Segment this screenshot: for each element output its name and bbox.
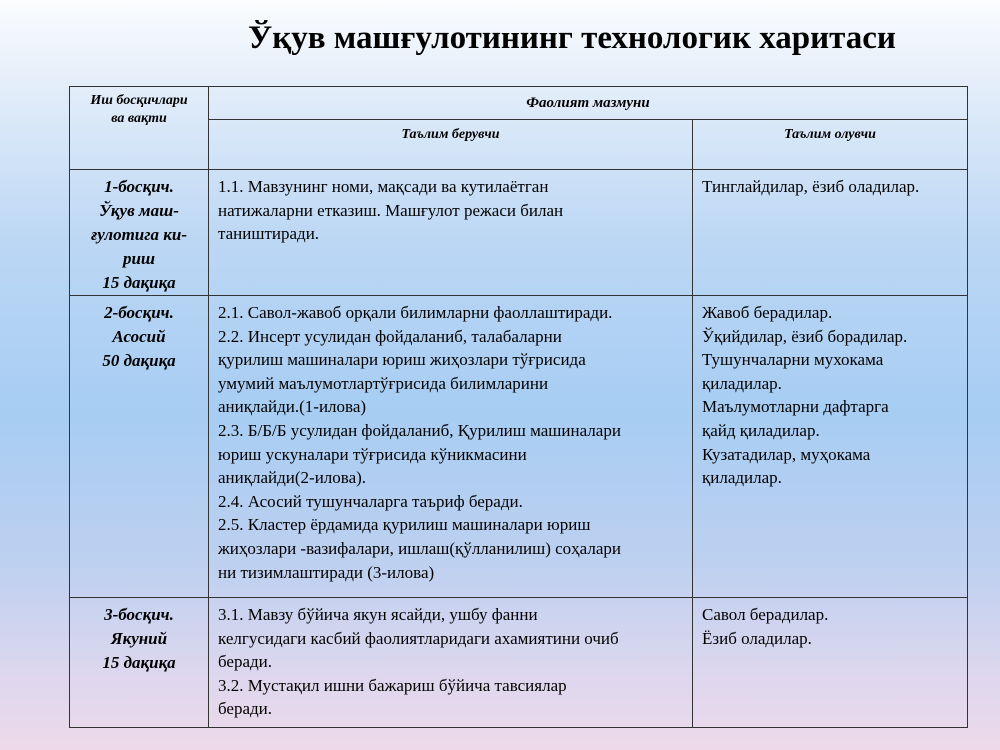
- teacher-line: таништиради.: [218, 224, 320, 244]
- student-activity-cell: [693, 598, 968, 728]
- stages-header-line2: ва вақти: [111, 111, 167, 126]
- stage-line: 15 дақиқа: [102, 273, 176, 292]
- stage-cell: [70, 296, 209, 598]
- stage-line: 15 дақиқа: [102, 653, 176, 672]
- table-row-stage-3: [70, 598, 968, 728]
- teacher-activity-cell: [209, 170, 693, 296]
- teacher-line: 1.1. Мавзунинг номи, мақсади ва кутилаётган: [218, 177, 549, 196]
- stage-line: Асосий: [112, 327, 166, 346]
- teacher-activity-cell: [209, 296, 693, 598]
- teacher-line: қурилиш машиналари юриш жиҳозлари тўғрисида: [218, 350, 586, 370]
- student-line: Тинглайдилар, ёзиб оладилар.: [702, 177, 920, 196]
- student-activity-cell: [693, 170, 968, 296]
- teacher-line: юриш ускуналари тўғрисида кўникмасини: [218, 444, 527, 464]
- stage-line: ғулотига ки-: [90, 225, 188, 244]
- stage-line: 1-босқич.: [104, 177, 174, 196]
- student-line: Тушунчаларни мухокама: [702, 350, 884, 370]
- table-row-stage-1: [70, 170, 968, 296]
- stages-header-cell: [70, 87, 209, 170]
- teacher-activity-cell: [209, 598, 693, 728]
- student-line: Жавоб берадилар.: [702, 303, 833, 322]
- page-title: Ўқув машғулотининг технологик харитаси: [248, 20, 896, 56]
- technology-map-table: [69, 86, 968, 728]
- teacher-line: 3.1. Мавзу бўйича якун ясайди, ушбу фанни: [218, 605, 538, 624]
- stage-cell: [70, 170, 209, 296]
- stage-line: 50 дақиқа: [102, 351, 176, 370]
- teacher-line: ни тизимлаштиради (3-илова): [218, 562, 435, 582]
- student-activity-cell: [693, 296, 968, 598]
- student-line: қайд қиладилар.: [702, 420, 820, 440]
- student-line: Савол берадилар.: [702, 605, 829, 624]
- activity-header-cell: [209, 87, 968, 120]
- student-header-label: Таълим олувчи: [784, 127, 876, 142]
- student-line: Ёзиб оладилар.: [702, 628, 812, 648]
- teacher-line: жиҳозлари -вазифалари, ишлаш(қўлланилиш) соҳалари: [218, 538, 621, 558]
- student-line: Маълумотларни дафтарга: [702, 397, 889, 417]
- header-row-1: [70, 87, 968, 120]
- teacher-line: 2.5. Кластер ёрдамида қурилиш машиналари юриш: [218, 515, 591, 535]
- student-line: Ўқийдилар, ёзиб борадилар.: [702, 326, 908, 346]
- teacher-line: аниқлайди(2-илова).: [218, 468, 367, 488]
- stage-line: 2-босқич.: [104, 303, 174, 322]
- stage-line: Якуний: [110, 629, 168, 648]
- teacher-line: аниқлайди.(1-илова): [218, 397, 367, 417]
- teacher-line: беради.: [218, 699, 273, 719]
- teacher-header-label: Таълим берувчи: [401, 127, 500, 142]
- student-line: Кузатадилар, муҳокама: [702, 444, 871, 464]
- teacher-header-cell: [209, 120, 693, 170]
- teacher-line: беради.: [218, 652, 273, 672]
- student-line: қиладилар.: [702, 468, 782, 488]
- stage-line: Ўқув маш-: [99, 201, 179, 220]
- table-row-stage-2: [70, 296, 968, 598]
- activity-header-label: Фаолият мазмуни: [526, 95, 650, 111]
- student-line: қиладилар.: [702, 373, 782, 393]
- teacher-line: 2.2. Инсерт усулидан фойдаланиб, талабаларни: [218, 326, 562, 346]
- teacher-line: умумий маълумотлартўғрисида билимларини: [218, 373, 549, 393]
- stages-header-line1: Иш босқичлари: [90, 93, 188, 108]
- stage-line: риш: [122, 249, 156, 268]
- teacher-line: келгусидаги касбий фаолиятларидаги ахамиятини очиб: [218, 628, 619, 648]
- student-header-cell: [693, 120, 968, 170]
- stage-line: 3-босқич.: [104, 605, 174, 624]
- teacher-line: 2.3. Б/Б/Б усулидан фойдаланиб, Қурилиш машиналари: [218, 420, 621, 440]
- stage-cell: [70, 598, 209, 728]
- teacher-line: 3.2. Мустақил ишни бажариш бўйича тавсиялар: [218, 675, 567, 695]
- teacher-line: 2.4. Асосий тушунчаларга таъриф беради.: [218, 491, 523, 511]
- teacher-line: натижаларни етказиш. Машғулот режаси билан: [218, 200, 564, 220]
- teacher-line: 2.1. Савол-жавоб орқали билимларни фаоллаштиради.: [218, 303, 613, 322]
